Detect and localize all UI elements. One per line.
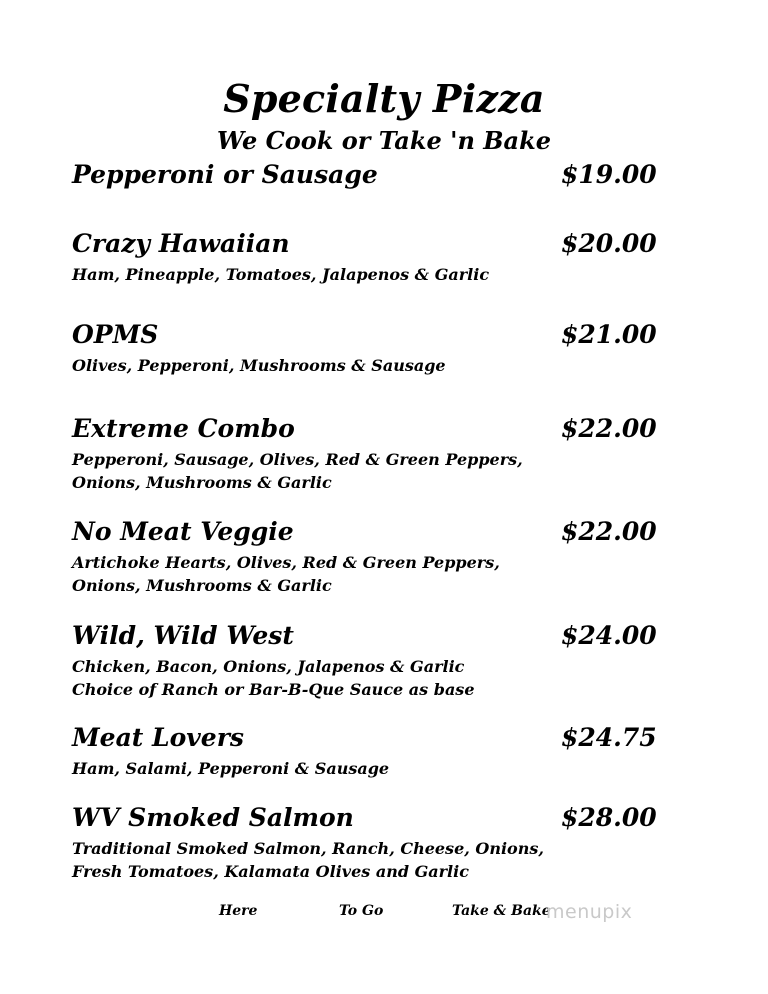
item-name: Extreme Combo [72,414,295,443]
description-line: Fresh Tomatoes, Kalamata Olives and Garlic [72,862,469,881]
description-line: Onions, Mushrooms & Garlic [72,473,332,492]
description-line: Artichoke Hearts, Olives, Red & Green Peppers, [72,553,500,572]
description-line: Chicken, Bacon, Onions, Jalapenos & Garlic [72,657,465,676]
watermark-logo: menupix [546,901,633,923]
item-price: $28.00 [561,803,657,832]
item-name: No Meat Veggie [72,517,294,546]
item-price: $24.00 [561,621,657,650]
item-name: Pepperoni or Sausage [72,160,378,189]
item-description [72,263,489,286]
item-description [72,551,500,597]
footer-here-label: Here [219,903,258,919]
description-line: Pepperoni, Sausage, Olives, Red & Green Peppers, [72,450,523,469]
item-description [72,837,544,883]
item-price: $20.00 [561,229,657,258]
item-description [72,448,523,494]
page-subtitle: We Cook or Take 'n Bake [217,126,551,155]
description-line: Ham, Pineapple, Tomatoes, Jalapenos & Garlic [72,265,490,284]
description-line: Ham, Salami, Pepperoni & Sausage [72,759,390,778]
item-price: $21.00 [561,320,657,349]
description-line: Olives, Pepperoni, Mushrooms & Sausage [72,356,446,375]
footer-to-go-label: To Go [339,903,384,919]
item-price: $22.00 [561,517,657,546]
item-name: Crazy Hawaiian [72,229,290,258]
item-name: OPMS [72,320,159,349]
item-description [72,354,446,377]
footer-take-bake-label: Take & Bake [452,903,551,919]
item-name: WV Smoked Salmon [72,803,354,832]
item-price: $22.00 [561,414,657,443]
page-title: Specialty Pizza [223,76,545,121]
item-price: $24.75 [561,723,657,752]
item-price: $19.00 [561,160,657,189]
description-line: Onions, Mushrooms & Garlic [72,576,332,595]
item-name: Wild, Wild West [72,621,294,650]
item-description [72,655,475,701]
description-line: Choice of Ranch or Bar-B-Que Sauce as base [72,680,475,699]
item-description [72,757,389,780]
item-name: Meat Lovers [72,723,244,752]
description-line: Traditional Smoked Salmon, Ranch, Cheese, Onions, [72,839,544,858]
